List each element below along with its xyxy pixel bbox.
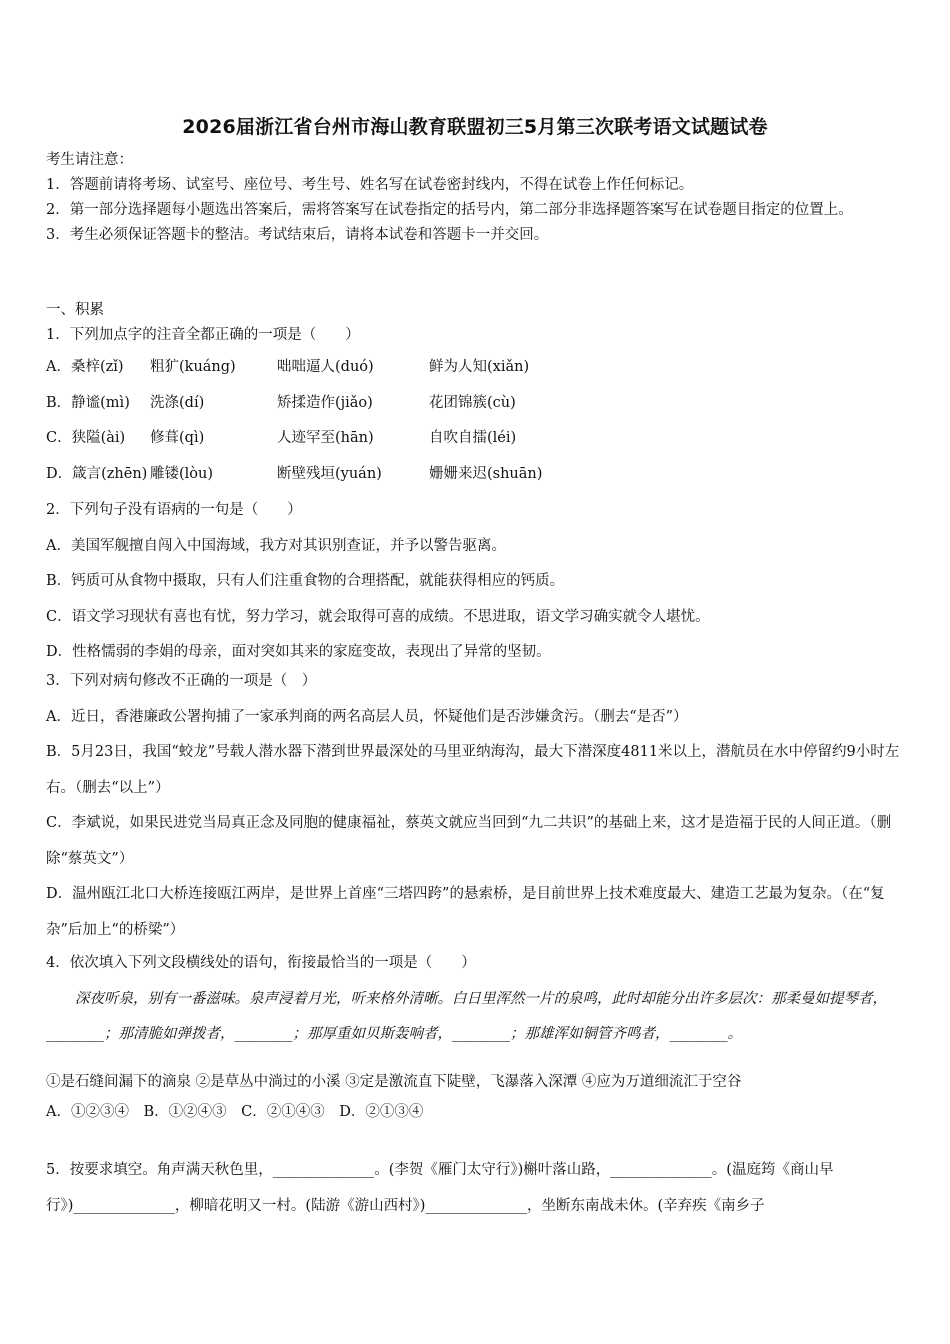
- q2-option-c: C．语文学习现状有喜也有忧，努力学习，就会取得可喜的成绩。不思进取，语文学习确实就令人堪忧。: [46, 608, 710, 625]
- q1-b-3: 矫揉造作(jiǎo): [277, 394, 373, 411]
- q3: [46, 664, 906, 948]
- q3-option-c: C．李斌说，如果民进党当局真正念及同胞的健康福祉，蔡英文就应当回到“九二共识”的基础上来，这才是造福于民的人间正道。（删除“蔡英文”）: [46, 815, 892, 867]
- q1-b-4: 花团锦簇(cù): [429, 394, 516, 411]
- notice-section: [46, 148, 906, 248]
- q1-option-d: [46, 457, 906, 493]
- q1-options: [46, 350, 906, 492]
- q1-option-a: [46, 350, 906, 386]
- q1-option-c: [46, 421, 906, 457]
- q1-c-1: C．狭隘(ài): [46, 430, 126, 446]
- q3-stem: 3．下列对病句修改不正确的一项是（ ）: [46, 673, 317, 689]
- q1-a-4: 鲜为人知(xiǎn): [429, 359, 530, 375]
- q1-c-2: 修葺(qì): [150, 430, 205, 446]
- q1-c-3: 人迹罕至(hān): [277, 430, 374, 446]
- notice-heading: 考生请注意：: [46, 152, 133, 168]
- q2-option-a: A．美国军舰擅自闯入中国海域，我方对其识别查证，并予以警告驱离。: [46, 537, 506, 554]
- q1-a-1: A．桑梓(zǐ): [46, 359, 124, 375]
- q3-option-a: A．近日，香港廉政公署拘捕了一家承判商的两名高层人员，怀疑他们是否涉嫌贪污。（删去“是否”）: [46, 708, 688, 725]
- q2-option-b: B．钙质可从食物中摄取，只有人们注重食物的合理搭配，就能获得相应的钙质。: [46, 573, 565, 589]
- q4-stem: 4．依次填入下列文段横线处的语句，衔接最恰当的一项是（ ）: [46, 955, 476, 971]
- q1-d-4: 姗姗来迟(shuān): [429, 465, 543, 482]
- q1-stem: 1．下列加点字的注音全都正确的一项是（ ）: [46, 327, 360, 343]
- q1-c-4: 自吹自擂(léi): [429, 430, 517, 446]
- section-title: 一、积累: [46, 302, 104, 318]
- q2-option-d: D．性格懦弱的李娟的母亲，面对突如其来的家庭变故，表现出了异常的坚韧。: [46, 644, 551, 660]
- q4-passage: 深夜听泉，别有一番滋味。泉声浸着月光，听来格外清晰。白日里浑然一片的泉鸣，此时却能分出许多层次：那柔曼如提琴者，________；那清脆如弹拨者，________；那厚重如贝斯轰响者，________；那雄浑如铜管齐鸣者，________。: [46, 990, 887, 1042]
- q1-d-3: 断壁残垣(yuán): [277, 465, 382, 482]
- q1-b-2: 洗涤(dí): [150, 394, 205, 411]
- exam-title: 2026届浙江省台州市海山教育联盟初三5月第三次联考语文试题试卷: [182, 116, 768, 138]
- notice-item-3: 3．考生必须保证答题卡的整洁。考试结束后，请将本试卷和答题卡一并交回。: [46, 227, 549, 243]
- q3-option-d: D．温州瓯江北口大桥连接瓯江两岸，是世界上首座“三塔四跨”的悬索桥，是目前世界上技术难度最大、建造工艺最为复杂。（在“复杂”后加上“的桥梁”）: [46, 886, 885, 938]
- q1-a-2: 粗犷(kuáng): [150, 359, 236, 375]
- q1-d-2: 雕镂(lòu): [150, 465, 214, 482]
- notice-item-2: 2．第一部分选择题每小题选出答案后，需将答案写在试卷指定的括号内，第二部分非选择题答案写在试卷题目指定的位置上。: [46, 202, 853, 218]
- q4-options: A．①②③④ B．①②④③ C．②①④③ D．②①③④: [46, 1104, 424, 1120]
- section-heading: [46, 298, 906, 348]
- q1-b-1: B．静谧(mì): [46, 394, 130, 411]
- q3-option-b: B．5月23日，我国“蛟龙”号载人潜水器下潜到世界最深处的马里亚纳海沟，最大下潜深度4811米以上，潜航员在水中停留约9小时左右。（删去“以上”）: [46, 744, 900, 796]
- notice-item-1: 1．答题前请将考场、试室号、座位号、考生号、姓名写在试卷密封线内，不得在试卷上作任何标记。: [46, 177, 694, 193]
- q2-stem: 2．下列句子没有语病的一句是（ ）: [46, 502, 302, 518]
- q2: [46, 493, 906, 671]
- q4: [46, 946, 906, 1125]
- q4-choices: ①是石缝间漏下的滴泉 ②是草丛中淌过的小溪 ③定是激流直下陡壁，飞瀑落入深潭 ④应为万道细流汇于空谷: [46, 1073, 742, 1090]
- q1-option-b: [46, 386, 906, 422]
- q1-d-1: D．箴言(zhēn): [46, 465, 148, 482]
- q5: [46, 1153, 906, 1224]
- q1-a-3: 咄咄逼人(duó): [277, 359, 374, 375]
- q5-text: 5．按要求填空。角声满天秋色里，______________。(李贺《雁门太守行》)槲叶落山路，______________。(温庭筠《商山早行》)______________，柳暗花明又一村。(陆游《游山西村》)______________，坐断东南战未休。(辛弃疾《南乡子: [46, 1162, 834, 1214]
